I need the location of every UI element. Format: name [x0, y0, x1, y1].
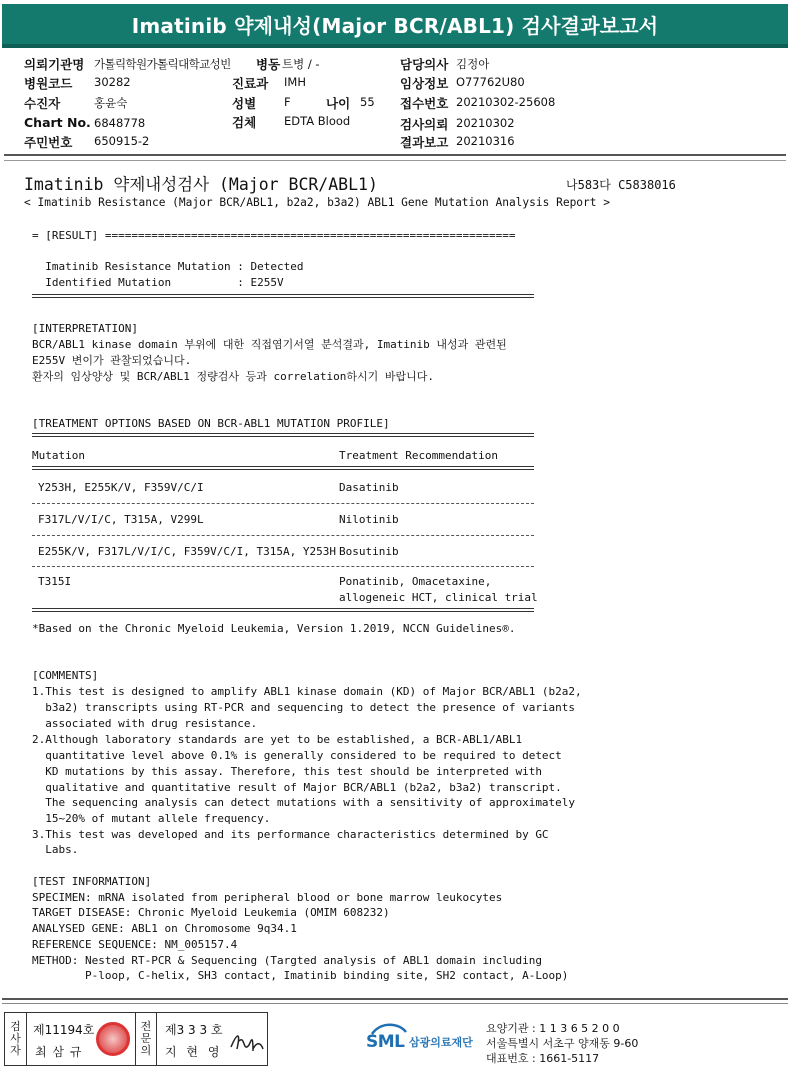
interpretation-line: E255V 변이가 관찰되었습니다.	[32, 354, 192, 367]
institution-value: 가톨릭학원가톨릭대학교성빈	[94, 57, 231, 71]
lab-address: 서울특별시 서초구 양재동 9-60	[486, 1037, 639, 1050]
ward-value: 트병 / -	[282, 57, 320, 71]
examiner-seal	[96, 1022, 130, 1056]
age-value: 55	[360, 95, 375, 109]
lab-info	[486, 1021, 638, 1066]
footer-divider	[2, 998, 788, 1000]
lab-logo	[366, 1020, 506, 1060]
examiner-name: 최 삼 규	[35, 1045, 83, 1059]
comments-header: [COMMENTS]	[32, 669, 99, 682]
test-info-line: P-loop, C-helix, SH3 contact, Imatinib binding site, SH2 contact, A-Loop)	[32, 969, 569, 982]
double-rule	[32, 466, 534, 470]
age-label: 나이	[326, 96, 351, 111]
receipt-label: 접수번호	[400, 96, 449, 111]
chart-no-value: 6848778	[94, 116, 146, 130]
clinical-label: 임상정보	[400, 76, 449, 91]
doctor-value: 김정아	[456, 57, 490, 71]
sex-label: 성별	[232, 96, 257, 111]
comment-line: KD mutations by this assay. Therefore, this test should be interpreted with	[32, 765, 542, 778]
test-info-line: TARGET DISEASE: Chronic Myeloid Leukemia (OMIM 608232)	[32, 906, 390, 919]
treatment-row-recommendation: Ponatinib, Omacetaxine,	[339, 575, 492, 588]
specimen-label: 검체	[232, 115, 257, 130]
treatment-row-mutation: T315I	[38, 575, 72, 588]
test-info-line: SPECIMEN: mRNA isolated from peripheral blood or bone marrow leukocytes	[32, 891, 503, 904]
treatment-header: [TREATMENT OPTIONS BASED ON BCR-ABL1 MUTATION PROFILE]	[32, 417, 390, 430]
treatment-row-recommendation: allogeneic HCT, clinical trial	[339, 591, 538, 604]
treatment-row-mutation: Y253H, E255K/V, F359V/C/I	[38, 481, 204, 494]
dept-value: IMH	[284, 75, 306, 89]
footer-divider-thin	[2, 1003, 788, 1004]
test-info-line: REFERENCE SEQUENCE: NM_005157.4	[32, 938, 238, 951]
sex-value: F	[284, 95, 291, 109]
test-code: 나583다 C5838016	[566, 178, 676, 192]
comment-line: Labs.	[32, 843, 79, 856]
header-divider	[4, 154, 786, 156]
doctor-label: 담당의사	[400, 57, 449, 72]
test-info-header: [TEST INFORMATION]	[32, 875, 152, 888]
interpretation-header: [INTERPRETATION]	[32, 322, 138, 335]
comment-line: 3.This test was developed and its performance characteristics determined by GC	[32, 828, 549, 841]
specialist-label: 전 문 의	[135, 1013, 157, 1065]
specialist-signature	[227, 1027, 265, 1057]
request-label: 검사의뢰	[400, 117, 449, 132]
request-value: 20210302	[456, 116, 515, 130]
comment-line: 1.This test is designed to amplify ABL1 kinase domain (KD) of Major BCR/ABL1 (b2a2,	[32, 685, 582, 698]
dashed-rule	[32, 535, 534, 536]
comment-line: associated with drug resistance.	[32, 717, 258, 730]
report-title-bar	[2, 4, 788, 48]
treatment-row-mutation: E255K/V, F317L/V/I/C, F359V/C/I, T315A, Y253H	[38, 545, 337, 558]
receipt-value: 20210302-25608	[456, 95, 556, 109]
comment-line: qualitative and quantitative result of Major BCR/ABL1 (b2a2, b3a2) transcript.	[32, 781, 562, 794]
double-rule	[32, 433, 534, 437]
hospital-code-value: 30282	[94, 75, 131, 89]
signature-box	[4, 1012, 268, 1066]
institution-label: 의뢰기관명	[24, 57, 85, 72]
result-line: Identified Mutation : E255V	[32, 276, 284, 289]
specimen-value: EDTA Blood	[284, 114, 351, 128]
test-info-line: ANALYSED GENE: ABL1 on Chromosome 9q34.1	[32, 922, 297, 935]
examiner-label: 검 사 자	[5, 1013, 27, 1065]
ward-label: 병동	[256, 57, 281, 72]
examiner-license-no: 제11194호	[33, 1023, 95, 1037]
test-subtitle: < Imatinib Resistance (Major BCR/ABL1, b2a2, b3a2) ABL1 Gene Mutation Analysis Report >	[24, 196, 610, 209]
report-date-value: 20210316	[456, 134, 515, 148]
treatment-row-recommendation: Nilotinib	[339, 513, 399, 526]
report-date-label: 결과보고	[400, 135, 449, 150]
header-divider-thin	[4, 160, 786, 161]
double-rule	[32, 294, 534, 298]
treatment-col-mutation: Mutation	[32, 449, 85, 462]
resident-id-value: 650915-2	[94, 134, 150, 148]
patient-name-label: 수진자	[24, 96, 61, 111]
clinical-value: O77762U80	[456, 75, 525, 89]
specialist-license-no: 제3 3 3 호	[165, 1023, 223, 1037]
treatment-col-recommendation: Treatment Recommendation	[339, 449, 498, 462]
comment-line: 2.Although laboratory standards are yet to be established, a BCR-ABL1/ABL1	[32, 733, 523, 746]
lab-name: 삼광의료재단	[409, 1036, 473, 1049]
comment-line: The sequencing analysis can detect mutations with a sensitivity of approximately	[32, 796, 576, 809]
test-title: Imatinib 약제내성검사 (Major BCR/ABL1)	[24, 175, 378, 194]
result-header: = [RESULT] ==============================================================	[32, 229, 516, 242]
treatment-row-mutation: F317L/V/I/C, T315A, V299L	[38, 513, 204, 526]
comment-line: b3a2) transcripts using RT-PCR and sequencing to detect the presence of variants	[32, 701, 576, 714]
lab-code: 요양기관 : 1 1 3 6 5 2 0 0	[486, 1022, 620, 1035]
resident-id-label: 주민번호	[24, 135, 73, 150]
patient-info	[24, 55, 764, 151]
lab-phone: 대표번호 : 1661-5117	[486, 1052, 600, 1065]
specialist-name: 지 현 영	[165, 1045, 223, 1059]
double-rule	[32, 608, 534, 612]
interpretation-line: 환자의 임상양상 및 BCR/ABL1 정량검사 등과 correlation하시기 바랍니다.	[32, 370, 434, 383]
test-info-line: METHOD: Nested RT-PCR & Sequencing (Targted analysis of ABL1 domain including	[32, 954, 542, 967]
dashed-rule	[32, 503, 534, 504]
interpretation-line: BCR/ABL1 kinase domain 부위에 대한 직접염기서열 분석결과, Imatinib 내성과 관련된	[32, 338, 507, 351]
treatment-note: *Based on the Chronic Myeloid Leukemia, Version 1.2019, NCCN Guidelines®.	[32, 622, 516, 635]
dept-label: 진료과	[232, 76, 269, 91]
result-line: Imatinib Resistance Mutation : Detected	[32, 260, 304, 273]
treatment-row-recommendation: Dasatinib	[339, 481, 399, 494]
chart-no-label: Chart No.	[24, 115, 91, 130]
report-main-title: Imatinib 약제내성(Major BCR/ABL1) 검사결과보고서	[131, 13, 659, 38]
comment-line: 15~20% of mutant allele frequency.	[32, 812, 271, 825]
patient-name-value: 홍윤숙	[94, 96, 128, 110]
hospital-code-label: 병원코드	[24, 76, 73, 91]
comment-line: quantitative level above 0.1% is generally considered to be required to detect	[32, 749, 562, 762]
lab-logo-text: SML	[366, 1032, 405, 1052]
treatment-row-recommendation: Bosutinib	[339, 545, 399, 558]
dashed-rule	[32, 566, 534, 567]
